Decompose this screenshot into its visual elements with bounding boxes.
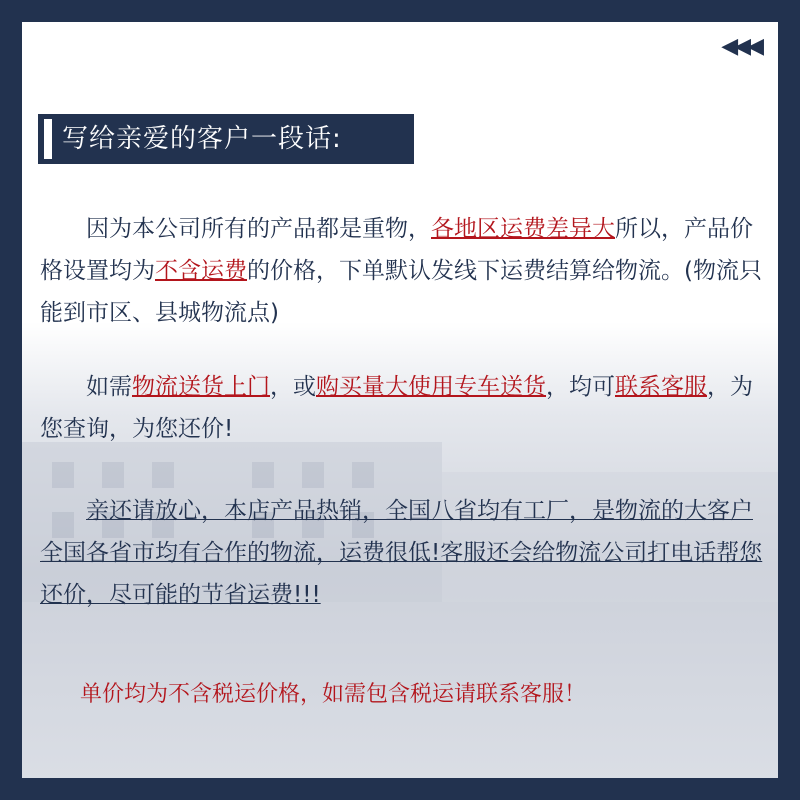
rewind-arrows-icon: ◀◀◀ — [721, 34, 760, 59]
p2-text-4: ，为您查询，为您还价! — [40, 374, 753, 442]
paragraph-delivery-options — [40, 366, 768, 450]
p1-highlight-freight-varies: 各地区运费差异大 — [431, 216, 615, 242]
paragraph-shipping-policy — [40, 208, 768, 334]
page-title: 写给亲爱的客户一段话: — [62, 124, 342, 154]
p3-text: 亲还请放心，本店产品热销，全国八省均有工厂，是物流的大客户全国各省市均有合作的物流，运费很低!客服还会给物流公司打电话帮您还价，尽可能的节省运费!!! — [40, 498, 763, 608]
p2-highlight-dedicated-truck: 购买量大使用专车送货 — [316, 374, 546, 400]
p2-text-2: ，或 — [270, 374, 316, 400]
info-card — [22, 22, 778, 778]
p2-highlight-door-delivery: 物流送货上门 — [132, 374, 270, 400]
p2-text-3: ，均可 — [546, 374, 615, 400]
title-accent-bar — [44, 119, 52, 159]
p1-highlight-no-freight: 不含运费 — [155, 258, 247, 284]
tax-note: 单价均为不含税运价格，如需包含税运请联系客服！ — [80, 682, 587, 707]
p2-text-1: 如需 — [86, 374, 132, 400]
p1-text-2: 所以，产品价格设置均为 — [40, 216, 753, 284]
p1-text-1: 因为本公司所有的产品都是重物， — [86, 216, 431, 242]
p2-highlight-contact-service: 联系客服 — [615, 374, 707, 400]
p1-text-3: 的价格，下单默认发线下运费结算给物流。(物流只能到市区、县城物流点) — [40, 258, 762, 326]
paragraph-reassurance — [40, 490, 768, 616]
